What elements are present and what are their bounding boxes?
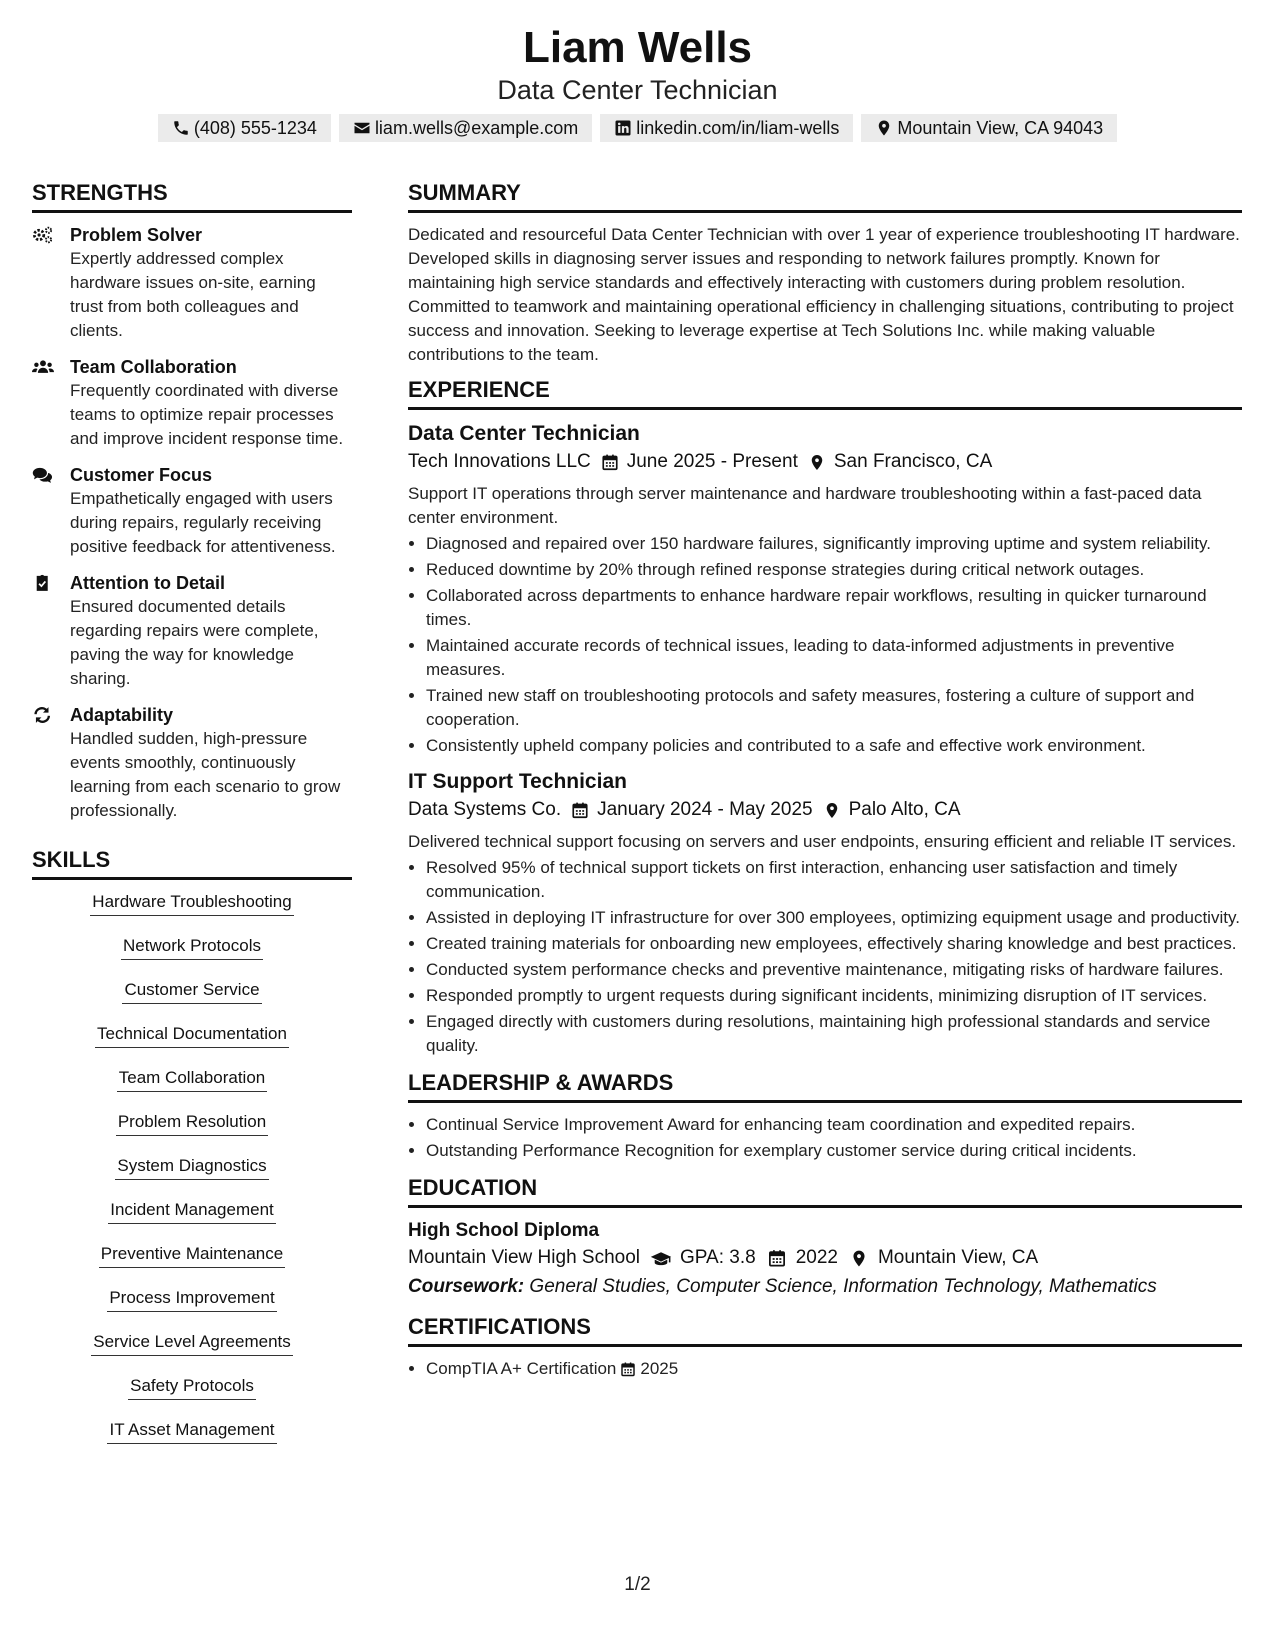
skill-tag: Network Protocols — [121, 934, 263, 960]
map-pin-icon — [808, 453, 826, 472]
contact-email[interactable] — [339, 114, 592, 142]
strength-title: Adaptability — [70, 705, 174, 725]
contact-phone[interactable] — [158, 114, 331, 142]
phone-icon — [172, 119, 190, 137]
certification-year: 2025 — [640, 1359, 679, 1378]
education-heading: EDUCATION — [408, 1173, 1242, 1208]
education-location: Mountain View, CA — [877, 1247, 1039, 1268]
contact-linkedin-text: linkedin.com/in/liam-wells — [636, 118, 840, 138]
list-item: • Conducted system performance checks and preventive maintenance, mitigating risks of hardware failures. — [426, 958, 1242, 982]
education-gpa: GPA: 3.8 — [680, 1247, 756, 1268]
job-description: Delivered technical support focusing on servers and user endpoints, ensuring efficient and reliable IT services. — [408, 832, 1237, 851]
skills-heading: SKILLS — [32, 845, 352, 880]
strength-item — [32, 223, 352, 343]
list-item: • Trained new staff on troubleshooting protocols and safety measures, fostering a culture of support and cooperation. — [426, 684, 1242, 732]
contact-bar — [0, 114, 1275, 142]
skill-tag: Hardware Troubleshooting — [90, 890, 293, 916]
skill-tag: Safety Protocols — [128, 1374, 256, 1400]
page-number: 1/2 — [624, 1574, 651, 1595]
calendar-icon — [571, 801, 589, 820]
job-meta — [408, 448, 1242, 476]
certifications-list — [408, 1357, 1242, 1381]
job-company: Data Systems Co. — [408, 799, 562, 820]
job-description: Support IT operations through server maintenance and hardware troubleshooting within a fast-paced data center environment. — [408, 484, 1202, 527]
sync-icon — [32, 705, 54, 725]
certifications-heading: CERTIFICATIONS — [408, 1312, 1242, 1347]
strengths-heading: STRENGTHS — [32, 178, 352, 213]
job-bullets — [408, 532, 1242, 758]
calendar-icon — [766, 1249, 788, 1268]
summary-heading: SUMMARY — [408, 178, 1242, 213]
skill-tag: Incident Management — [108, 1198, 276, 1224]
strength-desc: Expertly addressed complex hardware issues on-site, earning trust from both colleagues and clients. — [70, 249, 316, 340]
coursework-text: General Studies, Computer Science, Information Technology, Mathematics — [529, 1276, 1157, 1297]
calendar-icon — [620, 1361, 636, 1378]
list-item: • Responded promptly to urgent requests during significant incidents, minimizing disruption of IT services. — [426, 984, 1242, 1008]
candidate-name: Liam Wells — [522, 23, 753, 72]
list-item: • Outstanding Performance Recognition for exemplary customer service during critical incidents. — [426, 1139, 1242, 1163]
contact-linkedin[interactable] — [600, 114, 853, 142]
map-pin-icon — [823, 801, 841, 820]
calendar-icon — [601, 453, 619, 472]
list-item: • Collaborated across departments to enhance hardware repair workflows, resulting in quicker turnaround times. — [426, 584, 1242, 632]
strength-title: Attention to Detail — [70, 573, 225, 593]
comments-icon — [32, 465, 54, 485]
strength-desc: Empathetically engaged with users during repairs, regularly receiving positive feedback for attentiveness. — [70, 489, 336, 556]
skill-tag: Problem Resolution — [116, 1110, 268, 1136]
graduation-cap-icon — [650, 1249, 672, 1268]
map-pin-icon — [848, 1249, 870, 1268]
education-meta — [408, 1244, 1242, 1272]
job-title: Data Center Technician — [408, 422, 640, 445]
leadership-list — [408, 1113, 1242, 1163]
linkedin-icon — [614, 119, 632, 137]
certification-name: • CompTIA A+ Certification — [426, 1359, 617, 1378]
strength-desc: Frequently coordinated with diverse teams to optimize repair processes and improve incident response time. — [70, 381, 344, 448]
skill-tag: Process Improvement — [107, 1286, 276, 1312]
education-school: Mountain View High School — [408, 1247, 641, 1268]
strength-title: Customer Focus — [70, 465, 213, 485]
strength-desc: Ensured documented details regarding repairs were complete, paving the way for knowledge sharing. — [70, 597, 319, 688]
contact-location-text: Mountain View, CA 94043 — [897, 118, 1104, 138]
job-meta — [408, 796, 1242, 824]
list-item: • Continual Service Improvement Award for enhancing team coordination and expedited repairs. — [426, 1113, 1242, 1137]
skills-list — [32, 890, 352, 1462]
job-dates: January 2024 - May 2025 — [597, 799, 813, 820]
strength-item — [32, 463, 352, 559]
list-item: • Diagnosed and repaired over 150 hardware failures, significantly improving uptime and system reliability. — [426, 532, 1242, 556]
strength-item — [32, 355, 352, 451]
education-year: 2022 — [795, 1247, 838, 1268]
strength-title: Team Collaboration — [70, 357, 237, 377]
list-item — [426, 1357, 1242, 1381]
list-item: • Reduced downtime by 20% through refined response strategies during critical network outages. — [426, 558, 1242, 582]
users-icon — [32, 357, 54, 377]
strength-item — [32, 571, 352, 691]
list-item: • Consistently upheld company policies and contributed to a safe and effective work environment. — [426, 734, 1242, 758]
summary-text: Dedicated and resourceful Data Center Technician with over 1 year of experience troubleshooting IT hardware. Developed skills in diagnosing server issues and responding to network failures promptly. Known for maintaining high service standards and effectively interacting with customers during problem resolution. Committed to teamwork and maintaining operational efficiency in challenging situations, contributing to project success and innovation. Seeking to leverage expertise at Tech Solutions Inc. while making valuable contributions to the team. — [408, 225, 1240, 364]
contact-location — [861, 114, 1117, 142]
strength-item — [32, 703, 352, 823]
job-bullets — [408, 856, 1242, 1058]
skill-tag: IT Asset Management — [107, 1418, 276, 1444]
strength-title: Problem Solver — [70, 225, 203, 245]
skill-tag: Technical Documentation — [95, 1022, 289, 1048]
education-coursework — [408, 1272, 1242, 1302]
job-dates: June 2025 - Present — [626, 451, 798, 472]
job-location: San Francisco, CA — [833, 451, 993, 472]
envelope-icon — [353, 119, 371, 137]
resume-header — [0, 22, 1275, 142]
job-entry — [408, 420, 1242, 758]
contact-phone-text: (408) 555-1234 — [193, 118, 317, 138]
job-company: Tech Innovations LLC — [408, 451, 591, 472]
contact-email-text: liam.wells@example.com — [374, 118, 579, 138]
candidate-title: Data Center Technician — [497, 75, 778, 105]
list-item: • Resolved 95% of technical support tickets on first interaction, enhancing user satisfaction and timely communication. — [426, 856, 1242, 904]
coursework-label: Coursework: — [408, 1276, 525, 1297]
job-title: IT Support Technician — [408, 770, 627, 793]
list-item: • Maintained accurate records of technical issues, leading to data-informed adjustments in preventive measures. — [426, 634, 1242, 682]
skill-tag: Team Collaboration — [117, 1066, 267, 1092]
list-item: • Assisted in deploying IT infrastructure for over 300 employees, optimizing equipment usage and productivity. — [426, 906, 1242, 930]
skill-tag: System Diagnostics — [115, 1154, 268, 1180]
right-column — [408, 178, 1242, 1391]
skill-tag: Customer Service — [122, 978, 261, 1004]
education-entry — [408, 1218, 1242, 1302]
job-location: Palo Alto, CA — [848, 799, 961, 820]
experience-heading: EXPERIENCE — [408, 375, 1242, 410]
left-column — [32, 178, 352, 1462]
leadership-heading: LEADERSHIP & AWARDS — [408, 1068, 1242, 1103]
job-entry — [408, 768, 1242, 1058]
list-item: • Engaged directly with customers during resolutions, maintaining high professional standards and service quality. — [426, 1010, 1242, 1058]
skill-tag: Preventive Maintenance — [99, 1242, 285, 1268]
education-degree: High School Diploma — [408, 1220, 600, 1241]
strength-desc: Handled sudden, high-pressure events smoothly, continuously learning from each scenario to grow professionally. — [70, 729, 341, 820]
map-pin-icon — [875, 119, 893, 137]
list-item: • Created training materials for onboarding new employees, effectively sharing knowledge and best practices. — [426, 932, 1242, 956]
gears-icon — [32, 225, 54, 245]
clipboard-check-icon — [32, 573, 54, 593]
skill-tag: Service Level Agreements — [91, 1330, 293, 1356]
